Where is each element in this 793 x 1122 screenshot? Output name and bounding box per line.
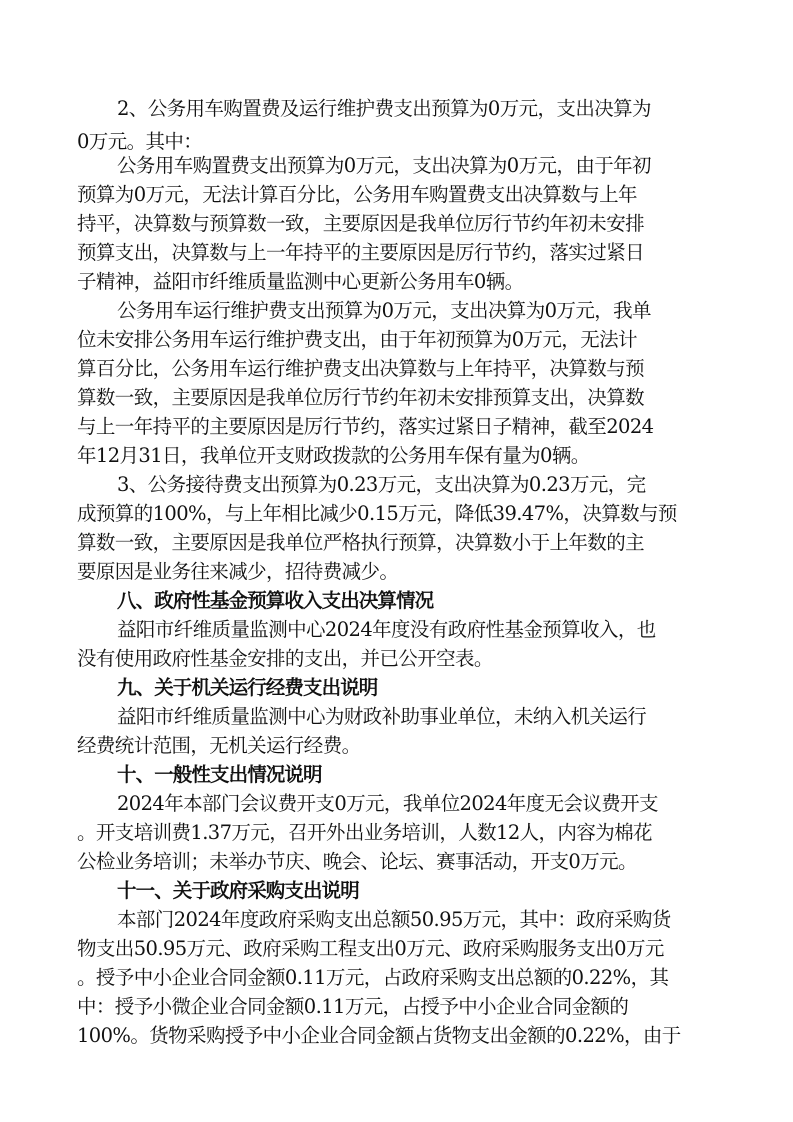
paragraph-line: 要原因是业务往来减少，招待费减少。 [77, 560, 399, 583]
section-heading: 九、关于机关运行经费支出说明 [117, 676, 378, 699]
paragraph-line: 3、公务接待费支出预算为0.23万元，支出决算为0.23万元，完 [117, 473, 646, 496]
paragraph-line: 公务用车购置费支出预算为0万元，支出决算为0万元，由于年初 [117, 154, 651, 177]
paragraph-line: 算数一致，主要原因是我单位厉行节约年初未安排预算支出，决算数 [77, 386, 645, 409]
paragraph-line: 与上一年持平的主要原因是厉行节约，落实过紧日子精神，截至2024 [77, 415, 654, 438]
paragraph-line: 位未安排公务用车运行维护费支出，由于年初预算为0万元，无法计 [77, 328, 637, 351]
paragraph-line: 益阳市纤维质量监测中心为财政补助事业单位，未纳入机关运行 [117, 705, 647, 728]
paragraph-line: 本部门2024年度政府采购支出总额50.95万元，其中：政府采购货 [117, 908, 671, 931]
paragraph-line: 物支出50.95万元、政府采购工程支出0万元、政府采购服务支出0万元 [77, 937, 664, 960]
paragraph-line: 公检业务培训；未举办节庆、晚会、论坛、赛事活动，开支0万元。 [77, 850, 637, 873]
paragraph-line: 中：授予小微企业合同金额0.11万元，占授予中小企业合同金额的 [77, 995, 629, 1018]
paragraph-line: 预算为0万元，无法计算百分比，公务用车购置费支出决算数与上年 [77, 183, 637, 206]
paragraph-line: 。开支培训费1.37万元，召开外出业务培训，人数12人，内容为棉花 [77, 821, 652, 844]
paragraph-line: 益阳市纤维质量监测中心2024年度没有政府性基金预算收入，也 [117, 618, 656, 641]
paragraph-line: 预算支出，决算数与上一年持平的主要原因是厉行节约，落实过紧日 [77, 241, 645, 264]
paragraph-line: 成预算的100%，与上年相比减少0.15万元，降低39.47%，决算数与预 [77, 502, 677, 525]
paragraph-line: 0万元。其中： [77, 130, 203, 153]
section-heading: 十、一般性支出情况说明 [117, 763, 322, 786]
paragraph-line: 公务用车运行维护费支出预算为0万元，支出决算为0万元，我单 [117, 299, 651, 322]
paragraph-line: 年12月31日，我单位开支财政拨款的公务用车保有量为0辆。 [77, 444, 590, 467]
paragraph-line: 算数一致，主要原因是我单位严格执行预算，决算数小于上年数的主 [77, 531, 645, 554]
section-heading: 八、政府性基金预算收入支出决算情况 [117, 589, 434, 612]
section-heading: 十一、关于政府采购支出说明 [117, 879, 359, 902]
paragraph-line: 2024年本部门会议费开支0万元，我单位2024年度无会议费开支 [117, 792, 658, 815]
paragraph-line: 子精神，益阳市纤维质量监测中心更新公务用车0辆。 [77, 270, 524, 293]
paragraph-line: 持平，决算数与预算数一致，主要原因是我单位厉行节约年初未安排 [77, 212, 645, 235]
paragraph-line: 100%。货物采购授予中小企业合同金额占货物支出金额的0.22%，由于 [77, 1024, 681, 1047]
paragraph-line: 2、公务用车购置费及运行维护费支出预算为0万元，支出决算为 [117, 97, 651, 120]
paragraph-line: 经费统计范围，无机关运行经费。 [77, 734, 361, 757]
paragraph-line: 。授予中小企业合同金额0.11万元，占政府采购支出总额的0.22%，其 [77, 966, 669, 989]
paragraph-line: 算百分比，公务用车运行维护费支出决算数与上年持平，决算数与预 [77, 357, 645, 380]
paragraph-line: 没有使用政府性基金安排的支出，并已公开空表。 [77, 647, 493, 670]
